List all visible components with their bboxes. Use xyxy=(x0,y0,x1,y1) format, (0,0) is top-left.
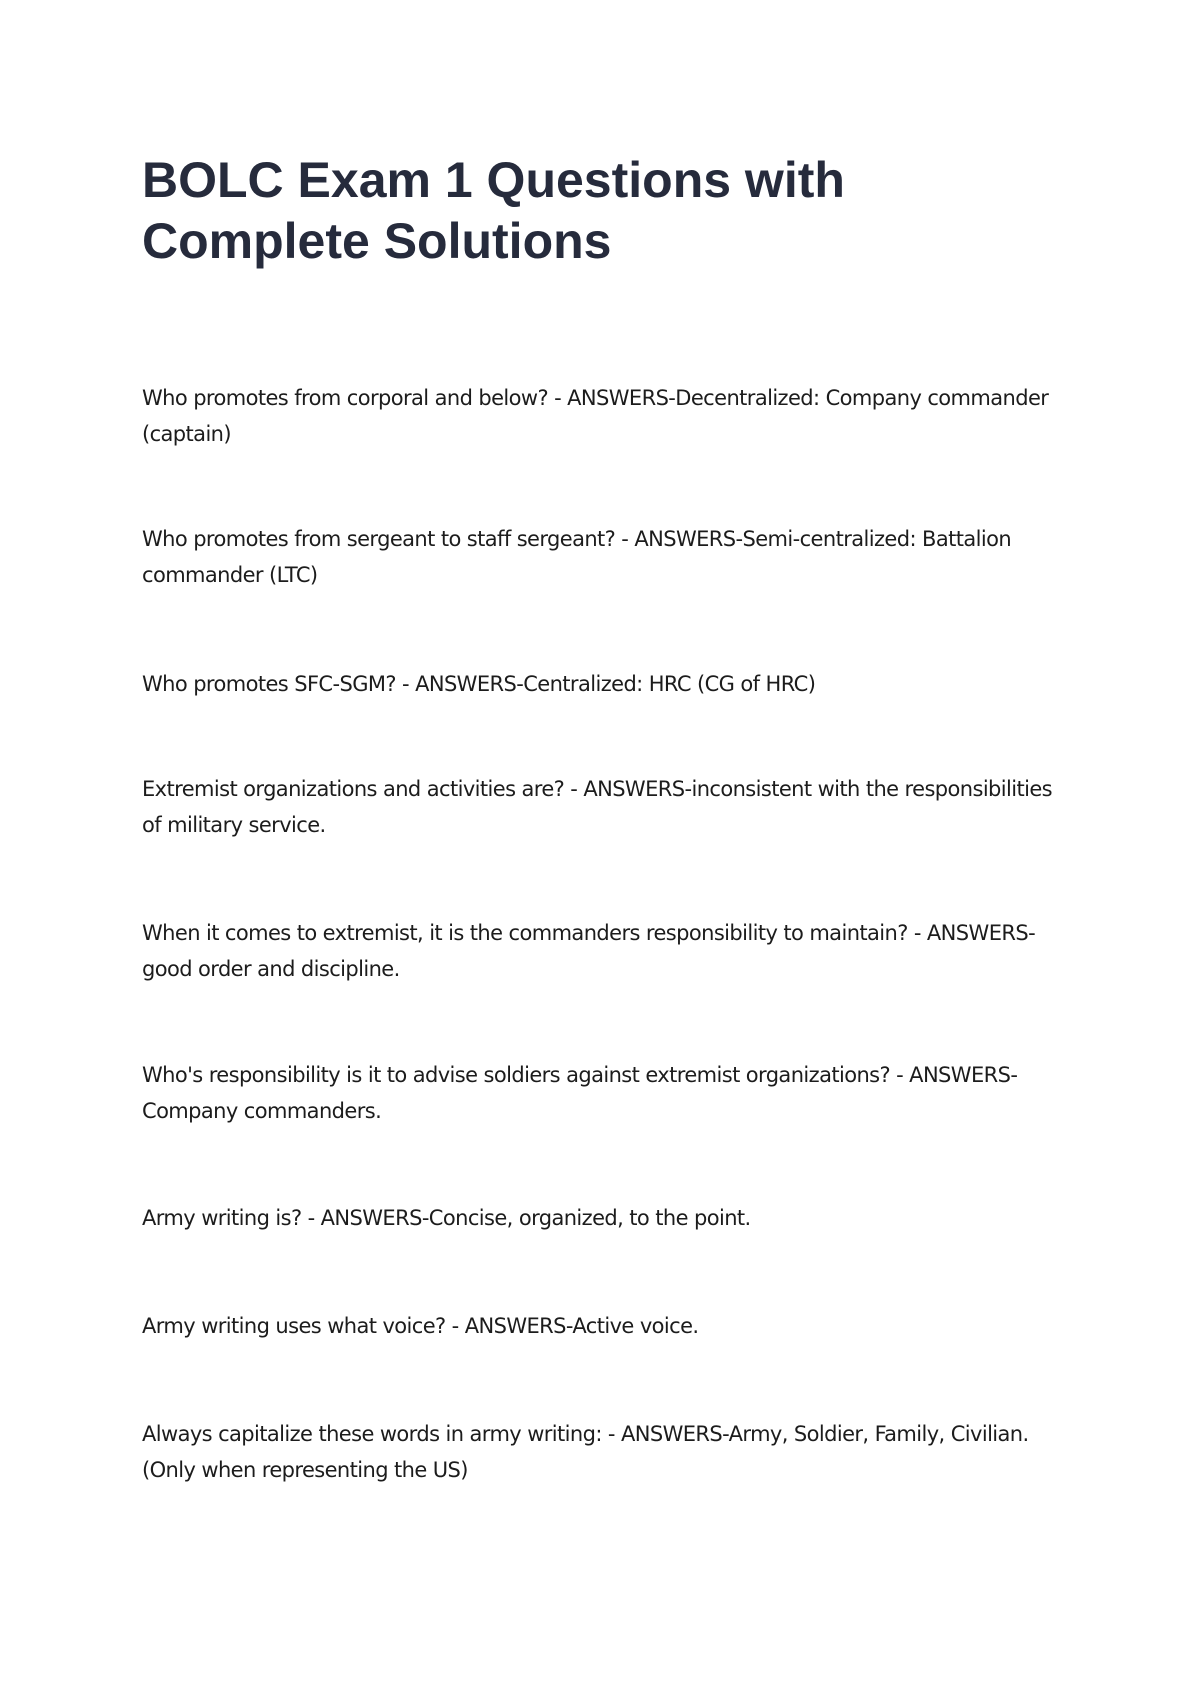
qa-item: Who promotes SFC-SGM? - ANSWERS-Centralized: HRC (CG of HRC) xyxy=(142,672,816,696)
qa-item: Army writing uses what voice? - ANSWERS-Active voice. xyxy=(142,1314,699,1338)
document-title: BOLC Exam 1 Questions with Complete Solutions xyxy=(142,152,845,269)
qa-item: Who promotes from corporal and below? - ANSWERS-Decentralized: Company commander (captain) xyxy=(142,386,1049,446)
qa-item: Always capitalize these words in army writing: - ANSWERS-Army, Soldier, Family, Civilian. (Only when representing the US) xyxy=(142,1422,1029,1482)
qa-item: Who promotes from sergeant to staff sergeant? - ANSWERS-Semi-centralized: Battalion commander (LTC) xyxy=(142,527,1012,587)
qa-item: Who's responsibility is it to advise soldiers against extremist organizations? - ANSWERS-Company commanders. xyxy=(142,1063,1018,1123)
qa-item: Extremist organizations and activities are? - ANSWERS-inconsistent with the responsibilities of military service. xyxy=(142,777,1053,837)
qa-item: Army writing is? - ANSWERS-Concise, organized, to the point. xyxy=(142,1206,751,1230)
qa-item: When it comes to extremist, it is the commanders responsibility to maintain? - ANSWERS-good order and discipline. xyxy=(142,921,1036,981)
